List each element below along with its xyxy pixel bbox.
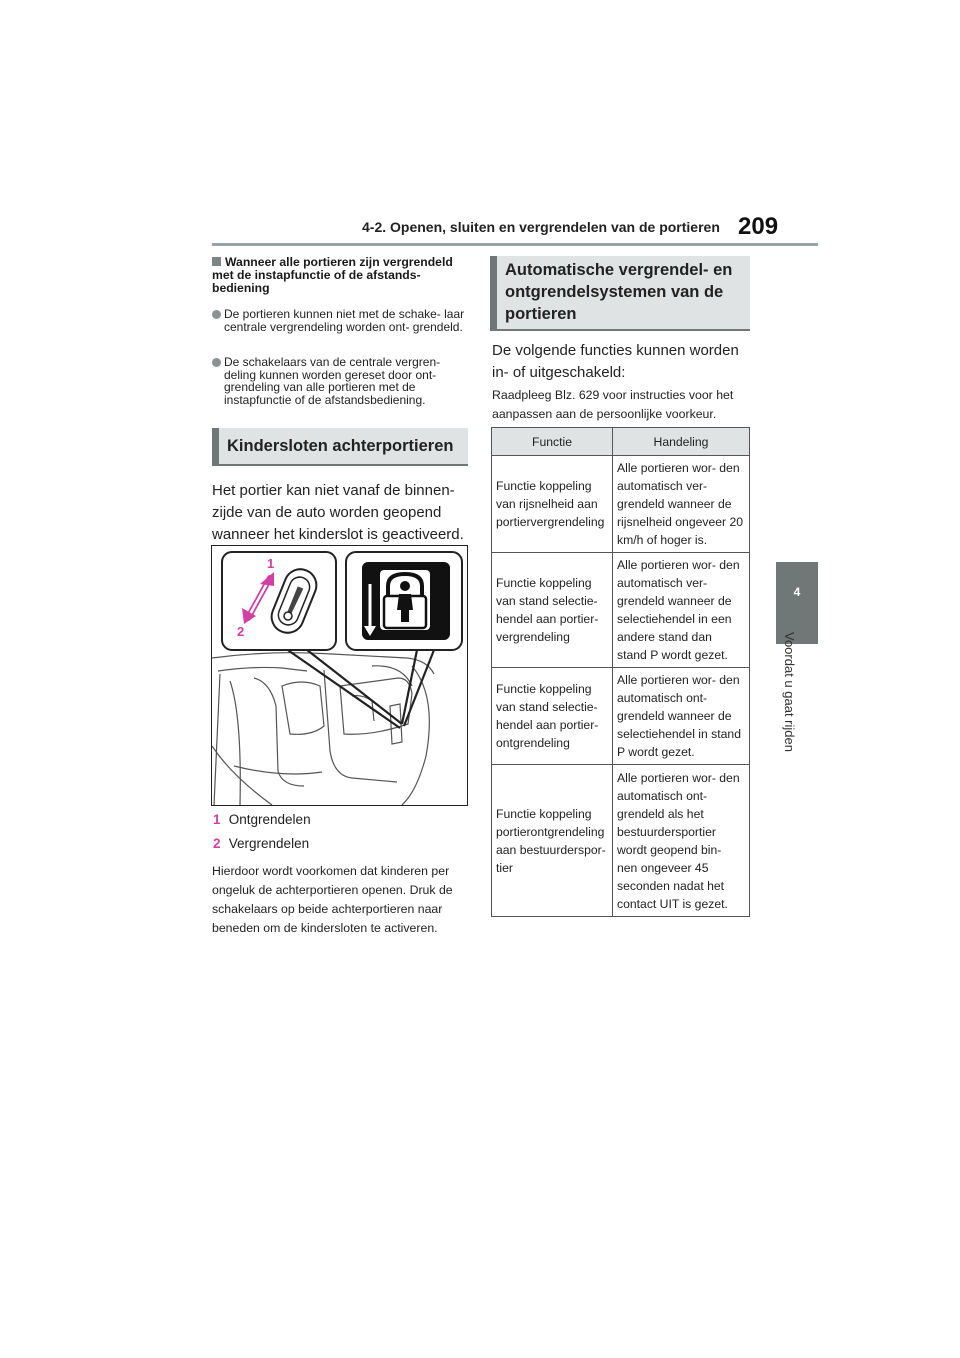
table-cell-function: Functie koppeling van stand selectie- hendel aan portier- ontgrendeling	[492, 668, 613, 765]
table-cell-action: Alle portieren wor- den automatisch ver- grendeld wanneer de rijsnelheid ongeveer 20 km/h of hoger is.	[613, 456, 750, 553]
function-table	[491, 427, 750, 917]
table-row	[492, 765, 750, 917]
header-divider	[212, 243, 818, 246]
table-cell-action: Alle portieren wor- den automatisch ont- grendeld als het bestuurdersportier wordt geopend bin- nen ongeveer 45 seconden nadat het contact UIT is gezet.	[613, 765, 750, 917]
table-cell-function: Functie koppeling van stand selectie- hendel aan portier- vergrendeling	[492, 553, 613, 668]
bullet-heading	[212, 256, 470, 295]
bullet-heading-text: Wanneer alle portieren zijn vergrendeld met de instapfunctie of de afstands- bediening	[212, 255, 453, 295]
table-cell-function: Functie koppeling portierontgrendeling aan bestuurderspor- tier	[492, 765, 613, 917]
round-bullet-icon	[212, 310, 221, 319]
page-section-title: 4-2. Openen, sluiten en vergrendelen van de portieren	[362, 219, 720, 235]
table-header-cell: Handeling	[613, 428, 750, 456]
legend-item	[213, 812, 311, 827]
table-cell-action: Alle portieren wor- den automatisch ont- grendeld wanneer de selectiehendel in stand P wordt gezet.	[613, 668, 750, 765]
bullet-item	[212, 356, 470, 406]
table-header-row	[492, 428, 750, 456]
callout-2-label: 2	[237, 624, 245, 639]
chapter-title: Voordat u gaat rijden	[782, 632, 797, 752]
table-row	[492, 456, 750, 553]
legend-number: 1	[213, 812, 221, 827]
legend-item	[213, 836, 309, 851]
legend-label: Ontgrendelen	[228, 812, 311, 827]
table-cell-action: Alle portieren wor- den automatisch ver- grendeld wanneer de selectiehendel in een andere stand dan stand P wordt gezet.	[613, 553, 750, 668]
auto-lock-note: Raadpleeg Blz. 629 voor instructies voor het aanpassen aan de persoonlijke voorkeur.	[492, 388, 734, 421]
page-number: 209	[738, 213, 779, 240]
round-bullet-icon	[212, 358, 221, 367]
legend-label: Vergrendelen	[228, 836, 310, 851]
child-lock-intro: Het portier kan niet vanaf de binnen- zijde van de auto worden geopend wanneer het kinderslot is geactiveerd.	[212, 482, 464, 543]
chapter-tab[interactable]: 4	[776, 562, 818, 644]
table-row	[492, 668, 750, 765]
section-heading-child-locks: Kindersloten achterportieren	[212, 428, 468, 466]
bullet-item	[212, 308, 470, 333]
table-row	[492, 553, 750, 668]
table-cell-function: Functie koppeling van rijsnelheid aan portiervergrendeling	[492, 456, 613, 553]
bullet-text: De portieren kunnen niet met de schake- laar centrale vergrendeling worden ont- grendeld.	[224, 307, 465, 334]
square-bullet-icon	[212, 257, 221, 266]
child-lock-drawing	[212, 546, 467, 805]
child-lock-paragraph: Hierdoor wordt voorkomen dat kinderen per ongeluk de achterportieren openen. Druk de schakelaars op beide achterportieren naar beneden om de kindersloten te activeren.	[212, 864, 453, 935]
section-heading-auto-lock: Automatische vergrendel- en ontgrendelsystemen van de portieren	[490, 256, 750, 331]
callout-1-label: 1	[267, 556, 275, 571]
bullet-text: De schakelaars van de centrale vergren- deling kunnen worden gereset door ont- grendeling van alle portieren met de instapfunctie of de afstandsbediening.	[224, 355, 441, 407]
auto-lock-intro: De volgende functies kunnen worden in- of uitgeschakeld:	[492, 342, 739, 381]
child-lock-illustration	[211, 545, 468, 806]
legend-number: 2	[213, 836, 221, 851]
table-header-cell: Functie	[492, 428, 613, 456]
